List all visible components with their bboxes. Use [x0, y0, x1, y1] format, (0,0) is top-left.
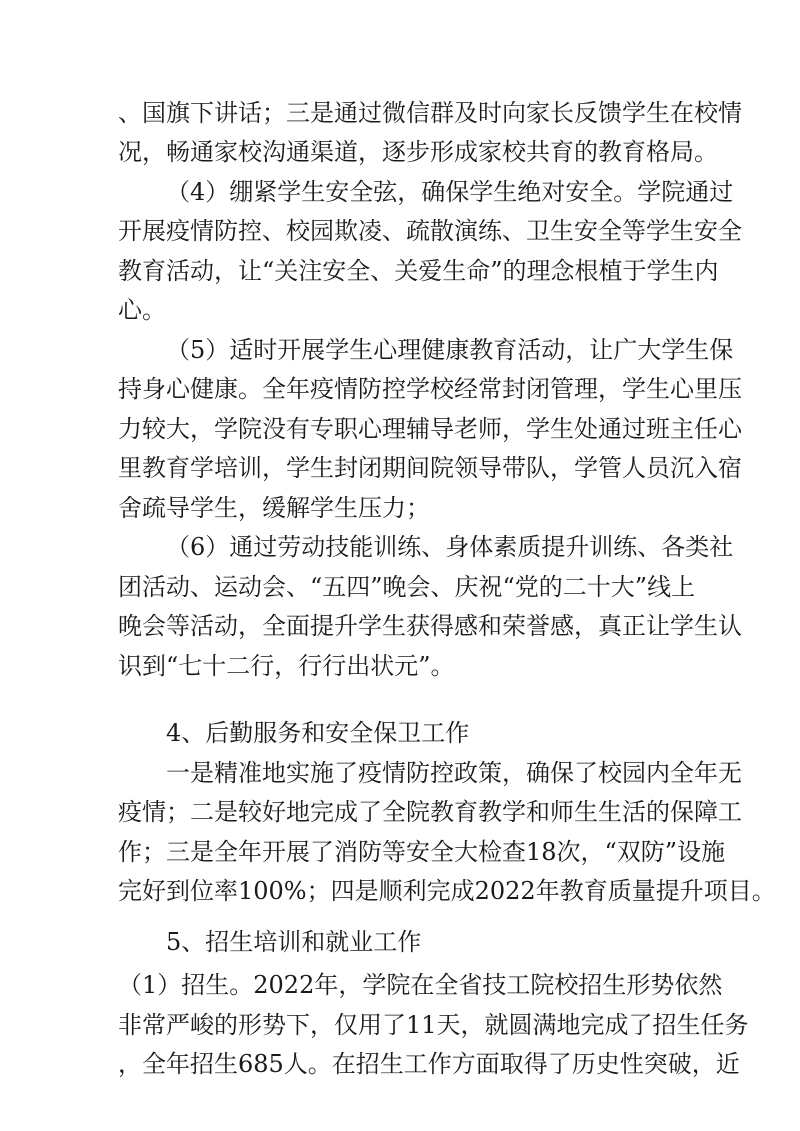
text-line: （5）适时开展学生心理健康教育活动，让广大学生保	[166, 336, 734, 364]
text-line: 完好到位率100%；四是顺利完成2022年教育质量提升项目。	[118, 877, 776, 905]
text-line: 力较大，学院没有专职心理辅导老师，学生处通过班主任心	[118, 415, 742, 443]
text-line: （4）绷紧学生安全弦，确保学生绝对安全。学院通过	[166, 178, 734, 206]
text-line: （6）通过劳动技能训练、身体素质提升训练、各类社	[166, 533, 734, 561]
text-line: 一是精准地实施了疫情防控政策，确保了校园内全年无	[166, 759, 742, 787]
text-line: 疫情；二是较好地完成了全院教育教学和师生生活的保障工	[118, 798, 742, 826]
text-line: 教育活动，让“关注安全、关爱生命”的理念根植于学生内	[118, 257, 719, 285]
text-line: 舍疏导学生，缓解学生压力；	[118, 494, 430, 522]
section-heading: 4、后勤服务和安全保卫工作	[166, 719, 470, 747]
text-line: 非常严峻的形势下，仅用了11天，就圆满地完成了招生任务	[118, 1011, 749, 1039]
text-line: 团活动、运动会、“五四”晚会、庆祝“党的二十大”线上	[118, 573, 696, 601]
text-line: 识到“七十二行，行行出状元”。	[118, 652, 455, 680]
text-line: 晚会等活动，全面提升学生获得感和荣誉感，真正让学生认	[118, 612, 742, 640]
text-line: 持身心健康。全年疫情防控学校经常封闭管理，学生心里压	[118, 375, 742, 403]
text-line: 、国旗下讲话；三是通过微信群及时向家长反馈学生在校情	[118, 99, 742, 127]
text-line: ，全年招生685人。在招生工作方面取得了历史性突破，近	[118, 1050, 740, 1078]
text-line: 里教育学培训，学生封闭期间院领导带队，学管人员沉入宿	[118, 454, 742, 482]
text-line: 作；三是全年开展了消防等安全大检查18次，“双防”设施	[118, 838, 726, 866]
text-line: 心。	[118, 296, 166, 324]
text-line: （1）招生。2022年，学院在全省技工院校招生形势依然	[118, 971, 723, 999]
section-heading: 5、招生培训和就业工作	[166, 928, 422, 956]
text-line: 开展疫情防控、校园欺凌、疏散演练、卫生安全等学生安全	[118, 217, 742, 245]
text-line: 况，畅通家校沟通渠道，逐步形成家校共育的教育格局。	[118, 138, 718, 166]
